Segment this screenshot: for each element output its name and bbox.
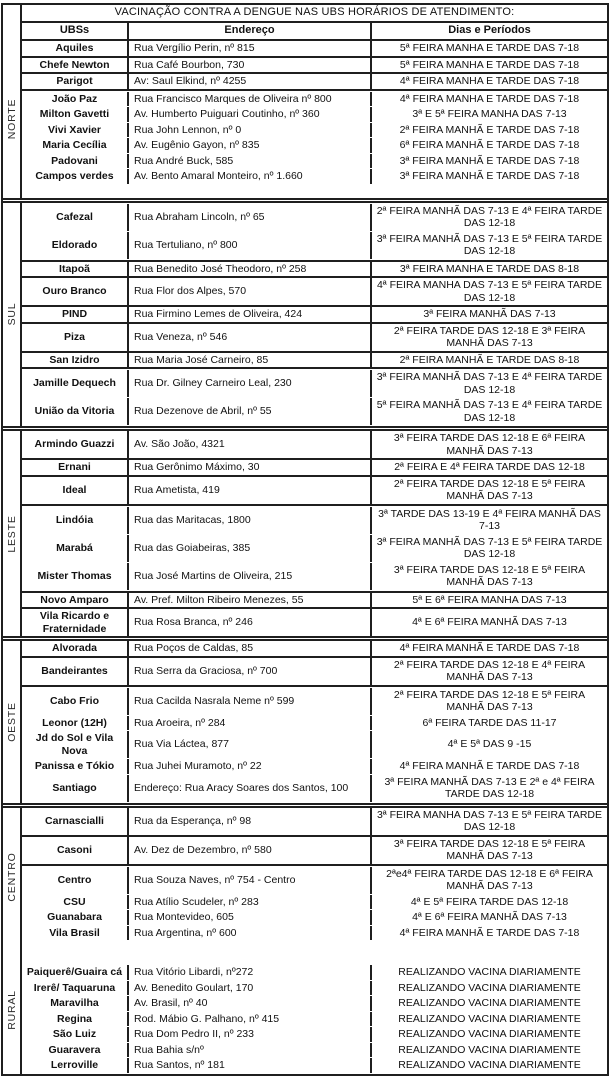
- ubs-name-cell: União da Vitoria: [22, 398, 129, 425]
- ubs-row-group: [22, 506, 607, 593]
- ubs-schedule-cell: REALIZANDO VACINA DIARIAMENTE: [398, 1012, 581, 1025]
- ubs-schedule-cell: 3ª FEIRA MANHÃ E TARDE DAS 7-18: [399, 154, 580, 167]
- region-cell: [3, 203, 22, 427]
- ubs-row: [22, 867, 607, 894]
- ubs-address-cell: Rua Maria José Carneiro, 85: [129, 353, 372, 368]
- region-section-centro-rural: [3, 808, 607, 1074]
- ubs-schedule-cell: 6ª FEIRA MANHÃ E TARDE DAS 7-18: [399, 139, 580, 151]
- ubs-row-block: [22, 431, 607, 460]
- ubs-name-cell: Casoni: [22, 837, 129, 864]
- ubs-address-cell: Av. Brasil, nº 40: [129, 996, 372, 1011]
- ubs-row: [22, 138, 607, 153]
- ubs-row: [22, 1043, 607, 1058]
- ubs-row-group: [22, 369, 607, 426]
- ubs-row: [22, 808, 607, 835]
- ubs-name-cell: Jd do Sol e Vila Nova: [22, 731, 129, 758]
- ubs-row: [22, 996, 607, 1011]
- ubs-row: [22, 262, 607, 277]
- region-cell: [3, 641, 22, 803]
- ubs-address-cell: Rua Firmino Lemes de Oliveira, 424: [129, 307, 372, 322]
- ubs-row: [22, 307, 607, 322]
- ubs-row: [22, 1012, 607, 1027]
- header-ubs: UBSs: [22, 23, 129, 39]
- ubs-schedule-cell: 4ª FEIRA MANHA DAS 7-13 E 5ª FEIRA TARDE DAS 12-18: [376, 279, 603, 304]
- header-schedule: Dias e Períodos: [448, 24, 531, 36]
- ubs-name-cell: Mister Thomas: [22, 563, 129, 590]
- table-title: VACINAÇÃO CONTRA A DENGUE NAS UBS HORÁRIOS DE ATENDIMENTO:: [22, 5, 607, 23]
- ubs-name-cell: Regina: [22, 1012, 129, 1027]
- ubs-name-cell: Maria Cecília: [22, 138, 129, 153]
- ubs-address-cell: Av. Bento Amaral Monteiro, nº 1.660: [129, 169, 372, 184]
- ubs-schedule-cell: 4ª FEIRA MANHA E TARDE DAS 7-18: [399, 75, 580, 87]
- ubs-row: [22, 641, 607, 656]
- ubs-row: [22, 759, 607, 774]
- ubs-schedule-cell: 4ª E 5ª DAS 9 -15: [447, 738, 532, 751]
- ubs-row-block: [22, 324, 607, 353]
- region-section-oeste: [3, 641, 607, 803]
- ubs-row: [22, 278, 607, 305]
- ubs-schedule-cell: 4ª E 6ª FEIRA MANHÃ DAS 7-13: [412, 616, 567, 629]
- ubs-schedule-cell: 2ªe4ª FEIRA TARDE DAS 12-18 E 6ª FEIRA MANHÃ DAS 7-13: [386, 867, 593, 892]
- ubs-name-cell: PIND: [22, 307, 129, 322]
- ubs-row-group: [22, 866, 607, 1074]
- ubs-row: [22, 398, 607, 425]
- ubs-row: [22, 477, 607, 504]
- ubs-name-cell: Ouro Branco: [22, 278, 129, 305]
- head-right: [22, 5, 607, 41]
- table-head: [3, 5, 607, 41]
- ubs-row-block: [22, 41, 607, 58]
- ubs-address-cell: Rua John Lennon, nº 0: [129, 123, 372, 138]
- ubs-row: [22, 981, 607, 996]
- ubs-row-block: [22, 593, 607, 610]
- ubs-row: [22, 658, 607, 685]
- ubs-row-block: [22, 658, 607, 687]
- ubs-row: [22, 593, 607, 608]
- ubs-name-cell: Guaravera: [22, 1043, 129, 1058]
- region-label-leste: LESTE: [5, 514, 18, 553]
- region-label-sul: SUL: [5, 302, 18, 326]
- ubs-address-cell: Rua Poços de Caldas, 85: [129, 641, 372, 656]
- ubs-address-cell: Rua Benedito José Theodoro, nº 258: [129, 262, 372, 277]
- ubs-row: [22, 895, 607, 910]
- ubs-row: [22, 370, 607, 397]
- corner-cell: [3, 5, 22, 41]
- ubs-schedule-cell: 5ª FEIRA MANHA E TARDE DAS 7-18: [399, 42, 580, 54]
- ubs-schedule-cell: 2ª FEIRA TARDE DAS 12-18 E 5ª FEIRA MANHÃ DAS 7-13: [393, 688, 586, 713]
- ubs-name-cell: Campos verdes: [22, 169, 129, 184]
- ubs-name-cell: Itapoã: [22, 262, 129, 277]
- ubs-schedule-cell: 2ª FEIRA MANHÃ E TARDE DAS 8-18: [399, 353, 580, 366]
- ubs-address-cell: Rua Serra da Graciosa, nº 700: [129, 658, 372, 685]
- vaccination-schedule-table: [1, 3, 609, 1076]
- ubs-name-cell: Alvorada: [22, 641, 129, 656]
- ubs-name-cell: Carnascialli: [22, 808, 129, 835]
- ubs-schedule-cell: 4ª FEIRA MANHÃ E TARDE DAS 7-18: [399, 642, 580, 654]
- ubs-address-cell: Av. Pref. Milton Ribeiro Menezes, 55: [129, 593, 372, 608]
- ubs-name-cell: Bandeirantes: [22, 658, 129, 685]
- ubs-schedule-cell: 6ª FEIRA TARDE DAS 11-17: [422, 716, 557, 729]
- ubs-address-cell: Rua José Martins de Oliveira, 215: [129, 563, 372, 590]
- ubs-row: [22, 169, 607, 184]
- ubs-address-cell: Rua Cacilda Nasrala Neme nº 599: [129, 688, 372, 715]
- ubs-schedule-cell: 3ª FEIRA TARDE DAS 12-18 E 5ª FEIRA MANHÃ DAS 7-13: [393, 837, 586, 862]
- ubs-schedule-cell: 3ª FEIRA TARDE DAS 12-18 E 6ª FEIRA MANHÃ DAS 7-13: [393, 432, 586, 457]
- ubs-row-block: [22, 58, 607, 75]
- ubs-row-block: [22, 808, 607, 837]
- ubs-address-cell: Rua Vergílio Perin, nº 815: [129, 41, 372, 56]
- ubs-address-cell: Rua Rosa Branca, nº 246: [129, 609, 372, 636]
- ubs-row: [22, 910, 607, 925]
- ubs-address-cell: Rua Vitório Libardi, nº272: [129, 965, 372, 980]
- ubs-row-block: [22, 837, 607, 866]
- ubs-address-cell: Rua Aroeira, nº 284: [129, 716, 372, 731]
- ubs-name-cell: San Izidro: [22, 353, 129, 368]
- ubs-row-block: [22, 307, 607, 324]
- ubs-name-cell: Lerroville: [22, 1058, 129, 1073]
- ubs-row: [22, 507, 607, 534]
- ubs-row: [22, 431, 607, 458]
- ubs-address-cell: Rua Veneza, nº 546: [129, 324, 372, 351]
- ubs-address-cell: Av: Saul Elkind, nº 4255: [129, 74, 372, 89]
- ubs-row: [22, 324, 607, 351]
- ubs-name-cell: Centro: [22, 867, 129, 894]
- table-sections: [3, 41, 607, 1074]
- ubs-address-cell: Rua André Buck, 585: [129, 154, 372, 169]
- ubs-name-cell: Maravilha: [22, 996, 129, 1011]
- ubs-row-group: [22, 91, 607, 198]
- ubs-name-cell: Cafezal: [22, 204, 129, 231]
- ubs-address-cell: Rod. Mábio G. Palhano, nº 415: [129, 1012, 372, 1027]
- ubs-schedule-cell: 2ª FEIRA MANHÃ DAS 7-13 E 4ª FEIRA TARDE DAS 12-18: [376, 204, 603, 229]
- ubs-row: [22, 731, 607, 758]
- ubs-schedule-cell: 4ª FEIRA MANHÃ E TARDE DAS 7-18: [399, 760, 580, 772]
- header-address: Endereço: [129, 23, 372, 39]
- section-rows: [22, 203, 607, 427]
- ubs-address-cell: Av. Humberto Puiguari Coutinho, nº 360: [129, 107, 372, 122]
- ubs-address-cell: Endereço: Rua Aracy Soares dos Santos, 100: [129, 775, 372, 802]
- ubs-name-cell: Marabá: [22, 535, 129, 562]
- ubs-schedule-cell: 4ª FEIRA MANHÃ E TARDE DAS 7-18: [399, 926, 580, 939]
- ubs-address-cell: Rua Bahia s/nº: [129, 1043, 372, 1058]
- ubs-row-block: [22, 641, 607, 658]
- ubs-schedule-cell: REALIZANDO VACINA DIARIAMENTE: [398, 1043, 581, 1056]
- ubs-name-cell: Milton Gavetti: [22, 107, 129, 122]
- ubs-row: [22, 353, 607, 368]
- ubs-schedule-cell: 3ª FEIRA TARDE DAS 12-18 E 5ª FEIRA MANHÃ DAS 7-13: [393, 563, 586, 588]
- ubs-schedule-cell: 3ª FEIRA MANHÃ E TARDE DAS 7-18: [399, 170, 580, 182]
- ubs-row: [22, 716, 607, 731]
- ubs-address-cell: Rua Dr. Gilney Carneiro Leal, 230: [129, 370, 372, 397]
- ubs-name-cell: Eldorado: [22, 232, 129, 259]
- ubs-schedule-cell: 3ª E 5ª FEIRA MANHA DAS 7-13: [412, 108, 567, 120]
- ubs-schedule-cell: REALIZANDO VACINA DIARIAMENTE: [398, 1059, 581, 1071]
- section-rows: [22, 808, 607, 1074]
- ubs-schedule-cell: 3ª FEIRA MANHA DAS 7-13 E 5ª FEIRA TARDE DAS 12-18: [376, 808, 603, 833]
- ubs-name-cell: Lindóia: [22, 507, 129, 534]
- ubs-address-cell: Rua Montevideo, 605: [129, 910, 372, 925]
- ubs-schedule-cell: 3ª FEIRA MANHÃ DAS 7-13 E 2ª e 4ª FEIRA TARDE DAS 12-18: [384, 775, 595, 800]
- ubs-address-cell: Rua Francisco Marques de Oliveira nº 800: [129, 92, 372, 107]
- ubs-row: [22, 837, 607, 864]
- ubs-name-cell: Panissa e Tókio: [22, 759, 129, 774]
- ubs-address-cell: Rua Dom Pedro II, nº 233: [129, 1027, 372, 1042]
- ubs-schedule-cell: 2ª FEIRA E 4ª FEIRA TARDE DAS 12-18: [394, 461, 585, 473]
- ubs-name-cell: Novo Amparo: [22, 593, 129, 608]
- ubs-row: [22, 74, 607, 89]
- ubs-row: [22, 775, 607, 802]
- ubs-row: [22, 1058, 607, 1073]
- ubs-schedule-cell: 3ª TARDE DAS 13-19 E 4ª FEIRA MANHÃ DAS 7-13: [378, 507, 601, 532]
- ubs-name-cell: Vila Brasil: [22, 926, 129, 941]
- ubs-schedule-cell: 4ª E 6ª FEIRA MANHÃ DAS 7-13: [412, 911, 567, 923]
- ubs-name-cell: Padovani: [22, 154, 129, 169]
- ubs-address-cell: Av. Eugênio Gayon, nº 835: [129, 138, 372, 153]
- ubs-schedule-cell: 5ª FEIRA MANHA E TARDE DAS 7-18: [399, 58, 580, 71]
- ubs-name-cell: Leonor (12H): [22, 716, 129, 731]
- ubs-row: [22, 926, 607, 941]
- ubs-row: [22, 107, 607, 122]
- ubs-schedule-cell: REALIZANDO VACINA DIARIAMENTE: [398, 981, 581, 994]
- region-section-sul: [3, 203, 607, 427]
- ubs-schedule-cell: 3ª FEIRA MANHÃ DAS 7-13: [423, 308, 556, 320]
- ubs-address-cell: Rua Flor dos Alpes, 570: [129, 278, 372, 305]
- ubs-name-cell: Vila Ricardo e Fraternidade: [22, 609, 129, 636]
- ubs-row-block: [22, 609, 607, 636]
- ubs-name-cell: Chefe Newton: [22, 58, 129, 73]
- ubs-address-cell: Rua Gerônimo Máximo, 30: [129, 460, 372, 475]
- ubs-row: [22, 688, 607, 715]
- ubs-name-cell: Santiago: [22, 775, 129, 802]
- ubs-address-cell: Av. Benedito Goulart, 170: [129, 981, 372, 996]
- ubs-row: [22, 232, 607, 259]
- ubs-name-cell: Guanabara: [22, 910, 129, 925]
- ubs-address-cell: Rua da Esperança, nº 98: [129, 808, 372, 835]
- region-cell: [3, 808, 22, 1074]
- section-rows: [22, 41, 607, 198]
- ubs-row: [22, 563, 607, 590]
- ubs-row: [22, 609, 607, 636]
- ubs-row: [22, 965, 607, 980]
- ubs-address-cell: Rua Dezenove de Abril, nº 55: [129, 398, 372, 425]
- ubs-name-cell: Armindo Guazzi: [22, 431, 129, 458]
- ubs-row-block: [22, 74, 607, 91]
- ubs-row: [22, 204, 607, 231]
- ubs-row-group: [22, 203, 607, 262]
- ubs-row: [22, 1027, 607, 1042]
- region-cell: [3, 41, 22, 198]
- ubs-schedule-cell: REALIZANDO VACINA DIARIAMENTE: [398, 997, 581, 1009]
- ubs-schedule-cell: 4ª E 5ª FEIRA TARDE DAS 12-18: [410, 895, 569, 908]
- ubs-address-cell: Rua Abraham Lincoln, nº 65: [129, 204, 372, 231]
- ubs-address-cell: Rua Café Bourbon, 730: [129, 58, 372, 73]
- ubs-row: [22, 535, 607, 562]
- ubs-name-cell: Cabo Frio: [22, 688, 129, 715]
- ubs-schedule-cell: 5ª FEIRA MANHÃ DAS 7-13 E 4ª FEIRA TARDE DAS 12-18: [376, 399, 603, 424]
- ubs-address-cell: Rua das Maritacas, 1800: [129, 507, 372, 534]
- region-section-norte: [3, 41, 607, 198]
- ubs-name-cell: Vivi Xavier: [22, 123, 129, 138]
- ubs-name-cell: Ernani: [22, 460, 129, 475]
- ubs-name-cell: Parigot: [22, 74, 129, 89]
- ubs-schedule-cell: REALIZANDO VACINA DIARIAMENTE: [398, 966, 581, 978]
- ubs-row-block: [22, 477, 607, 506]
- ubs-schedule-cell: 4ª FEIRA MANHA E TARDE DAS 7-18: [399, 92, 580, 105]
- ubs-address-cell: Rua Ametista, 419: [129, 477, 372, 504]
- ubs-schedule-cell: 2ª FEIRA MANHÃ E TARDE DAS 7-18: [399, 123, 580, 136]
- column-headers: [22, 23, 607, 41]
- ubs-schedule-cell: 2ª FEIRA TARDE DAS 12-18 E 3ª FEIRA MANHÃ DAS 7-13: [393, 324, 586, 349]
- ubs-address-cell: Rua Tertuliano, nº 800: [129, 232, 372, 259]
- region-label-norte: NORTE: [5, 98, 18, 140]
- ubs-schedule-cell: 3ª FEIRA MANHÃ DAS 7-13 E 5ª FEIRA TARDE DAS 12-18: [376, 232, 603, 257]
- ubs-schedule-cell: 2ª FEIRA TARDE DAS 12-18 E 4ª FEIRA MANHÃ DAS 7-13: [393, 658, 586, 683]
- ubs-schedule-cell: REALIZANDO VACINA DIARIAMENTE: [398, 1028, 581, 1040]
- ubs-name-cell: CSU: [22, 895, 129, 910]
- ubs-address-cell: Av. Dez de Dezembro, nº 580: [129, 837, 372, 864]
- ubs-schedule-cell: 5ª E 6ª FEIRA MANHA DAS 7-13: [412, 593, 567, 606]
- ubs-name-cell: João Paz: [22, 92, 129, 107]
- region-label-rural: RURAL: [5, 989, 18, 1030]
- ubs-address-cell: Rua Souza Naves, nº 754 - Centro: [129, 867, 372, 894]
- ubs-row-block: [22, 460, 607, 477]
- ubs-schedule-cell: 3ª FEIRA MANHÃ DAS 7-13 E 4ª FEIRA TARDE DAS 12-18: [376, 371, 603, 396]
- ubs-name-cell: Irerê/ Taquaruna: [22, 981, 129, 996]
- ubs-address-cell: Rua Juhei Muramoto, nº 22: [129, 759, 372, 774]
- ubs-name-cell: Piza: [22, 324, 129, 351]
- ubs-row-block: [22, 262, 607, 279]
- ubs-row: [22, 154, 607, 169]
- region-label-centro: CENTRO: [5, 852, 18, 902]
- ubs-row-block: [22, 353, 607, 370]
- ubs-name-cell: Jamille Dequech: [22, 370, 129, 397]
- ubs-address-cell: Av. São João, 4321: [129, 431, 372, 458]
- ubs-schedule-cell: 3ª FEIRA MANHÃ DAS 7-13 E 5ª FEIRA TARDE DAS 12-18: [376, 535, 603, 560]
- ubs-name-cell: Aquiles: [22, 41, 129, 56]
- ubs-row: [22, 41, 607, 56]
- region-label-oeste: OESTE: [5, 701, 18, 742]
- region-cell: [3, 431, 22, 636]
- section-rows: [22, 641, 607, 803]
- ubs-address-cell: Rua Atílio Scudeler, nº 283: [129, 895, 372, 910]
- ubs-row: [22, 123, 607, 138]
- ubs-address-cell: Rua Argentina, nº 600: [129, 926, 372, 941]
- ubs-row-block: [22, 278, 607, 307]
- ubs-schedule-cell: 3ª FEIRA MANHA E TARDE DAS 8-18: [399, 262, 580, 275]
- ubs-address-cell: Rua das Goiabeiras, 385: [129, 535, 372, 562]
- ubs-row-group: [22, 687, 607, 803]
- section-rows: [22, 431, 607, 636]
- ubs-address-cell: Rua Via Láctea, 877: [129, 731, 372, 758]
- ubs-name-cell: São Luiz: [22, 1027, 129, 1042]
- ubs-name-cell: Ideal: [22, 477, 129, 504]
- ubs-name-cell: Paiquerê/Guaira cá: [22, 965, 129, 980]
- ubs-address-cell: Rua Santos, nº 181: [129, 1058, 372, 1073]
- ubs-row: [22, 92, 607, 107]
- region-section-leste: [3, 431, 607, 636]
- ubs-row: [22, 58, 607, 73]
- ubs-schedule-cell: 2ª FEIRA TARDE DAS 12-18 E 5ª FEIRA MANHÃ DAS 7-13: [393, 477, 586, 502]
- ubs-row: [22, 460, 607, 475]
